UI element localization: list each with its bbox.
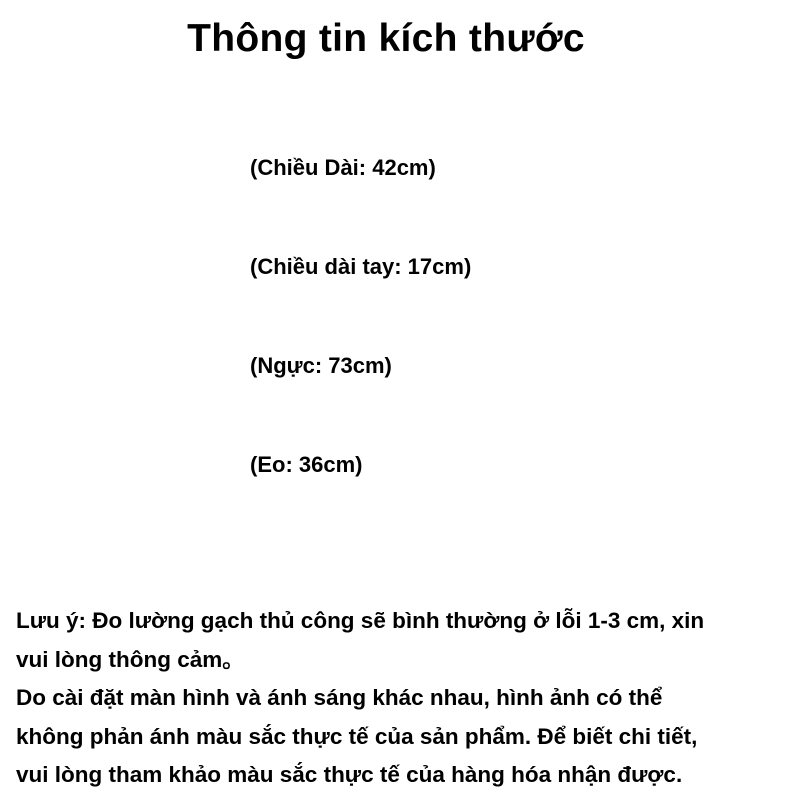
measurement-sleeve-length: (Chiều dài tay: 17cm) [250,254,472,279]
note-line: không phản ánh màu sắc thực tế của sản phẩm. Để biết chi tiết, [16,723,698,749]
note-line: vui lòng thông cảm。 [16,646,245,672]
page-title: Thông tin kích thước [187,17,585,60]
measurement-list [250,150,471,546]
disclaimer-note [16,602,788,795]
note-line: vui lòng tham khảo màu sắc thực tế của hàng hóa nhận được. [16,762,683,787]
measurement-waist: (Eo: 36cm) [250,452,363,477]
note-line: Do cài đặt màn hình và ánh sáng khác nhau, hình ảnh có thể [16,685,663,710]
measurement-chest: (Ngực: 73cm) [250,353,392,378]
note-line: Lưu ý: Đo lường gạch thủ công sẽ bình thường ở lỗi 1-3 cm, xin [16,608,705,633]
measurement-length: (Chiều Dài: 42cm) [250,155,436,180]
